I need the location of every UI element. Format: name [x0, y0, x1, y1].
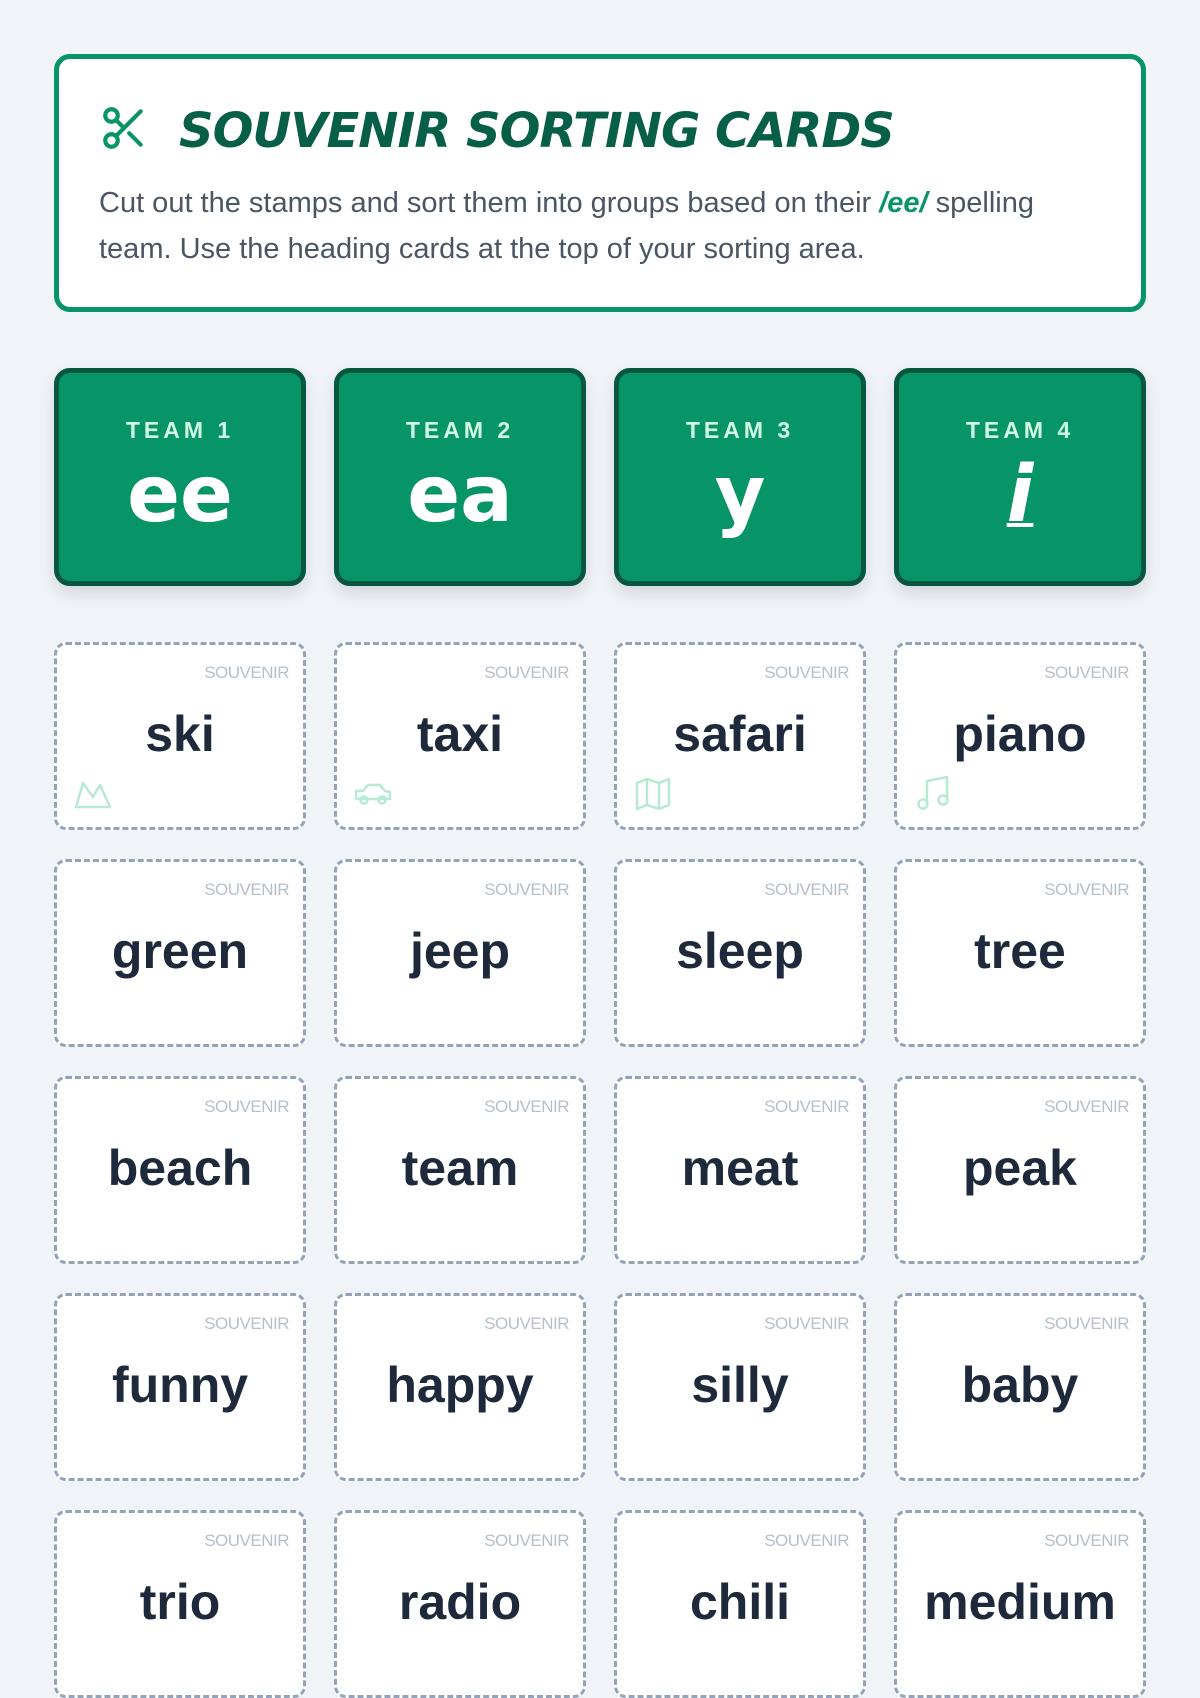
stamp-word: trio	[139, 1574, 221, 1630]
stamp-tag: SOUVENIR	[204, 1531, 289, 1550]
map-icon	[633, 775, 673, 811]
instructions-part-2: spelling team. Use the heading cards at the top of your sorting area.	[99, 187, 1035, 265]
stamp-word: radio	[398, 1574, 522, 1630]
stamp-word: taxi	[416, 706, 504, 762]
stamp-card[interactable]	[614, 1076, 866, 1264]
stamp-tag: SOUVENIR	[764, 1531, 849, 1550]
sound-highlight: /ee/	[879, 187, 928, 219]
stamp-card[interactable]	[54, 642, 306, 830]
stamp-word: tree	[974, 923, 1066, 979]
team-card-1[interactable]	[54, 368, 306, 586]
team-spelling: ee	[127, 450, 233, 540]
stamp-tag: SOUVENIR	[764, 663, 849, 682]
team-card-4[interactable]	[894, 368, 1146, 586]
stamp-word: safari	[673, 706, 807, 762]
team-label: TEAM 4	[965, 417, 1075, 443]
stamp-word: chili	[689, 1574, 791, 1630]
stamp-card[interactable]	[894, 642, 1146, 830]
stamp-card[interactable]	[334, 1510, 586, 1698]
stamp-tag: SOUVENIR	[1044, 1314, 1129, 1333]
team-label: TEAM 2	[405, 417, 515, 443]
stamp-tag: SOUVENIR	[1044, 1531, 1129, 1550]
stamp-card[interactable]	[54, 1510, 306, 1698]
stamp-card[interactable]	[334, 1076, 586, 1264]
stamp-word: sleep	[676, 923, 804, 979]
instructions-card	[54, 54, 1146, 312]
stamp-card[interactable]	[54, 1076, 306, 1264]
stamp-word: beach	[107, 1140, 253, 1196]
stamp-word: funny	[111, 1357, 249, 1413]
stamp-card[interactable]	[894, 1076, 1146, 1264]
instructions-part-1: Cut out the stamps and sort them into groups based on their	[99, 187, 880, 219]
stamp-card[interactable]	[54, 1293, 306, 1481]
stamp-tag: SOUVENIR	[764, 1097, 849, 1116]
stamp-word: silly	[691, 1357, 789, 1413]
stamp-card[interactable]	[614, 1510, 866, 1698]
stamp-card[interactable]	[614, 859, 866, 1047]
team-label: TEAM 1	[125, 417, 235, 443]
stamp-grid	[54, 642, 1146, 1698]
stamp-word: medium	[924, 1574, 1116, 1630]
stamp-card[interactable]	[614, 642, 866, 830]
stamp-tag: SOUVENIR	[204, 1097, 289, 1116]
stamp-word: team	[401, 1140, 519, 1196]
team-card-2[interactable]	[334, 368, 586, 586]
stamp-tag: SOUVENIR	[204, 880, 289, 899]
stamp-word: happy	[386, 1357, 534, 1413]
stamp-tag: SOUVENIR	[1044, 1097, 1129, 1116]
stamp-tag: SOUVENIR	[764, 880, 849, 899]
stamp-tag: SOUVENIR	[484, 880, 569, 899]
car-icon	[353, 775, 393, 811]
stamp-tag: SOUVENIR	[484, 1097, 569, 1116]
stamp-word: peak	[963, 1140, 1077, 1196]
instructions-text	[99, 180, 1101, 272]
team-spelling: y	[714, 450, 766, 540]
stamp-tag: SOUVENIR	[484, 1531, 569, 1550]
stamp-word: baby	[961, 1357, 1079, 1413]
team-spelling: ea	[407, 450, 513, 540]
title-row	[99, 103, 1101, 158]
stamp-card[interactable]	[894, 859, 1146, 1047]
page-title: SOUVENIR SORTING CARDS	[179, 102, 894, 159]
stamp-tag: SOUVENIR	[1044, 880, 1129, 899]
stamp-card[interactable]	[334, 859, 586, 1047]
music-note-icon	[913, 775, 953, 811]
team-spelling: i	[1006, 450, 1034, 540]
mountain-icon	[73, 775, 113, 811]
stamp-tag: SOUVENIR	[484, 663, 569, 682]
scissors-icon	[99, 103, 179, 158]
team-card-3[interactable]	[614, 368, 866, 586]
stamp-card[interactable]	[54, 859, 306, 1047]
stamp-word: ski	[145, 706, 215, 762]
team-heading-row	[54, 368, 1146, 586]
team-label: TEAM 3	[685, 417, 795, 443]
stamp-word: jeep	[409, 923, 511, 979]
stamp-card[interactable]	[334, 642, 586, 830]
stamp-word: piano	[953, 706, 1087, 762]
stamp-tag: SOUVENIR	[204, 663, 289, 682]
stamp-tag: SOUVENIR	[764, 1314, 849, 1333]
stamp-card[interactable]	[894, 1293, 1146, 1481]
stamp-word: meat	[681, 1140, 799, 1196]
stamp-card[interactable]	[894, 1510, 1146, 1698]
stamp-tag: SOUVENIR	[1044, 663, 1129, 682]
stamp-card[interactable]	[614, 1293, 866, 1481]
stamp-tag: SOUVENIR	[204, 1314, 289, 1333]
stamp-word: green	[111, 923, 249, 979]
stamp-tag: SOUVENIR	[484, 1314, 569, 1333]
stamp-card[interactable]	[334, 1293, 586, 1481]
